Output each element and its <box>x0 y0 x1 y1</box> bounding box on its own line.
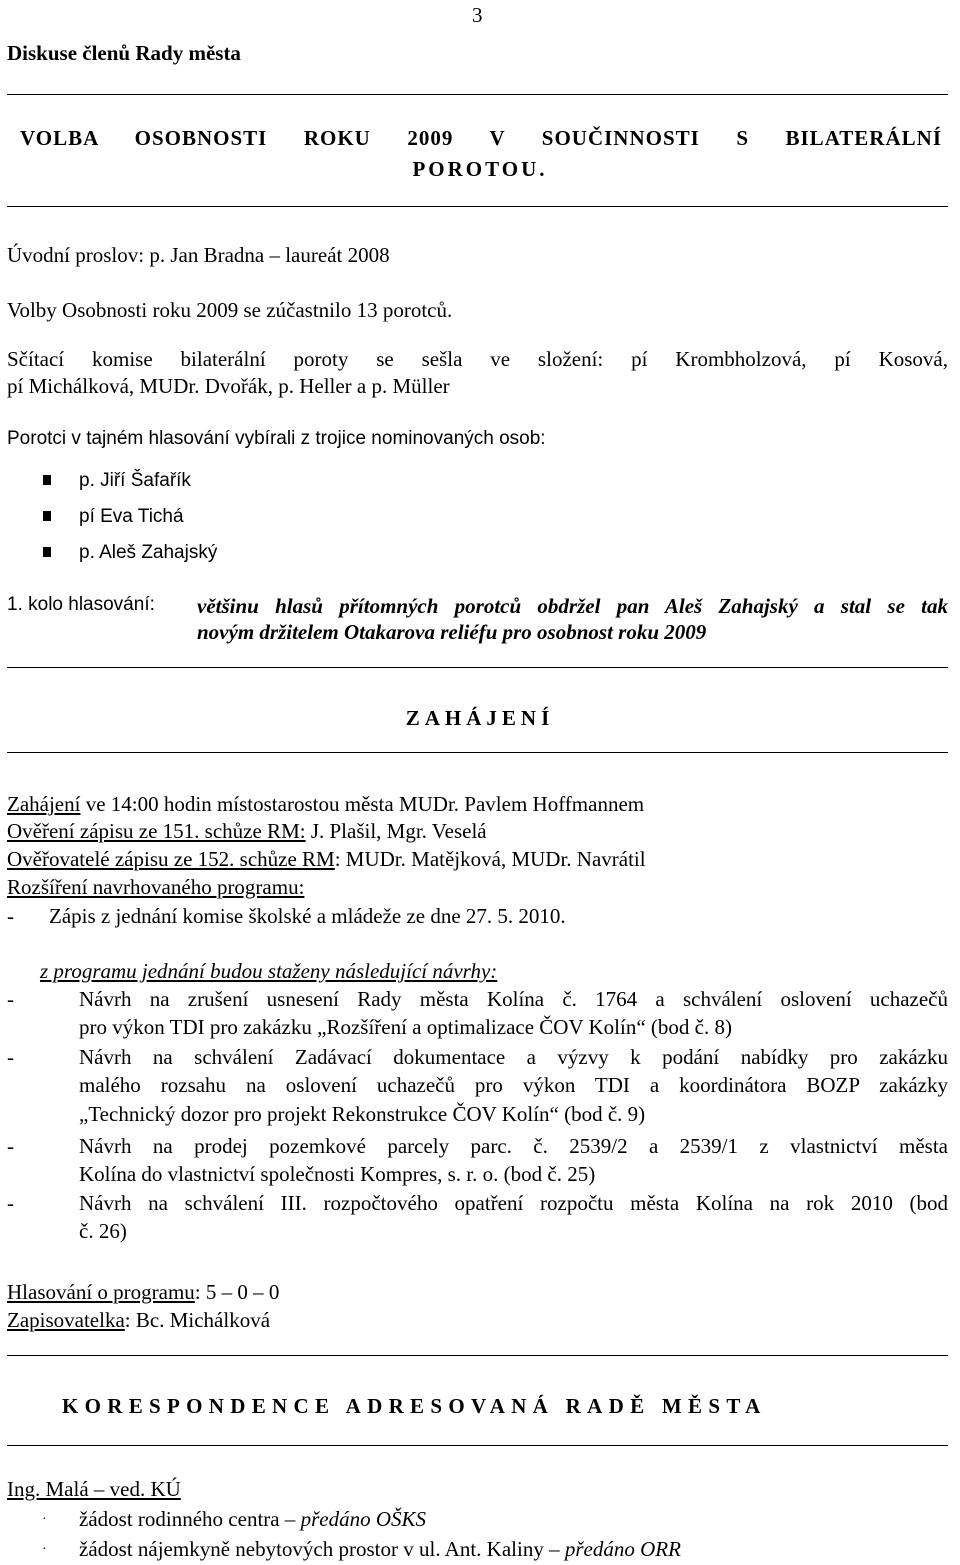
vote-result: : 5 – 0 – 0 <box>194 1280 280 1304</box>
withdrawn-item: Návrh na zrušení usnesení Rady města Kolína č. 1764 a schválení oslovení uchazečů <box>79 987 948 1011</box>
round-result: většinu hlasů přítomných porotců obdržel pan Aleš Zahajský a stal se tak <box>197 594 948 618</box>
sender: Ing. Malá – ved. KÚ <box>7 1477 181 1501</box>
withdrawn-item-cont: č. 26) <box>79 1219 127 1243</box>
correspondence-item <box>79 1536 681 1562</box>
nominees-label: Porotci v tajném hlasování vybírali z trojice nominovaných osob: <box>7 428 546 449</box>
divider <box>7 1445 948 1446</box>
verification-text: J. Plašil, Mgr. Veselá <box>305 819 487 843</box>
volba-heading: VOLBA OSOBNOSTI ROKU 2009 V SOUČINNOSTI S BILATERÁLNÍ <box>20 126 942 150</box>
volba-heading-cont: POROTOU. <box>412 157 548 181</box>
opening-text: ve 14:00 hodin místostarostou města MUDr. Pavlem Hoffmannem <box>80 792 645 816</box>
withdrawn-item-cont: pro výkon TDI pro zakázku „Rozšíření a optimalizace ČOV Kolín“ (bod č. 8) <box>79 1015 732 1039</box>
opening-label: Zahájení <box>7 792 81 816</box>
verifiers-line <box>7 846 646 872</box>
round-result-cont: novým držitelem Otakarova reliéfu pro osobnost roku 2009 <box>197 620 707 644</box>
divider <box>7 1355 948 1356</box>
divider <box>7 752 948 753</box>
verifiers-text: : MUDr. Matějková, MUDr. Navrátil <box>334 847 646 871</box>
recorder <box>7 1307 270 1333</box>
recorder-name: : Bc. Michálková <box>124 1308 271 1332</box>
withdrawn-item: Návrh na schválení III. rozpočtového opatření rozpočtu města Kolína na rok 2010 (bod <box>79 1191 948 1215</box>
commission-text: Sčítací komise bilaterální poroty se sešla ve složení: pí Krombholzová, pí Kosová, <box>7 347 948 371</box>
item-handed-to: předáno ORR <box>564 1537 681 1561</box>
vote-label: Hlasování o programu <box>7 1280 195 1304</box>
withdrawn-item-cont: „Technický dozor pro projekt Rekonstrukce ČOV Kolín“ (bod č. 9) <box>79 1102 646 1126</box>
bullet-icon <box>43 475 51 485</box>
verifiers-label: Ověřovatelé zápisu ze 152. schůze RM <box>7 847 335 871</box>
opening-line <box>7 791 644 817</box>
correspondence-item <box>79 1506 426 1532</box>
divider <box>7 94 948 95</box>
extension-label: Rozšíření navrhovaného programu: <box>7 875 305 899</box>
withdrawn-item-cont: Kolína do vlastnictví společnosti Kompres, s. r. o. (bod č. 25) <box>79 1162 596 1186</box>
nominee-item: p. Aleš Zahajský <box>79 542 218 563</box>
participants-count: Volby Osobnosti roku 2009 se zúčastnilo 13 porotců. <box>7 298 453 322</box>
withdrawn-label: z programu jednání budou staženy následující návrhy: <box>40 959 498 983</box>
divider <box>7 667 948 668</box>
verification-label: Ověření zápisu ze 151. schůze RM: <box>7 819 306 843</box>
withdrawn-item-cont: malého rozsahu na oslovení uchazečů pro výkon TDI a koordinátora BOZP zakázky <box>79 1073 948 1097</box>
commission-text-cont: pí Michálková, MUDr. Dvořák, p. Heller a p. Müller <box>7 374 450 398</box>
item-text: žádost nájemkyně nebytových prostor v ul. Ant. Kaliny – <box>79 1537 565 1561</box>
item-handed-to: předáno OŠKS <box>300 1507 427 1531</box>
nominee-item: pí Eva Tichá <box>79 506 184 527</box>
withdrawn-item: Návrh na prodej pozemkové parcely parc. č. 2539/2 a 2539/1 z vlastnictví města <box>79 1134 948 1158</box>
nominee-item: p. Jiří Šafařík <box>79 470 191 491</box>
item-text: žádost rodinného centra – <box>79 1507 301 1531</box>
intro-speech: Úvodní proslov: p. Jan Bradna – laureát 2008 <box>7 243 390 267</box>
verification-line <box>7 818 487 844</box>
section-title: Diskuse členů Rady města <box>7 41 241 65</box>
program-vote <box>7 1279 279 1305</box>
bullet-icon <box>43 547 51 557</box>
extension-item: Zápis z jednání komise školské a mládeže ze dne 27. 5. 2010. <box>49 904 566 928</box>
withdrawn-item: Návrh na schválení Zadávací dokumentace a výzvy k podání nabídky pro zakázku <box>79 1045 948 1069</box>
zahajeni-heading: ZAHÁJENÍ <box>405 706 555 730</box>
bullet-icon <box>43 511 51 521</box>
divider <box>7 206 948 207</box>
recorder-label: Zapisovatelka <box>7 1308 125 1332</box>
round-label: 1. kolo hlasování: <box>7 594 155 615</box>
page-number: 3 <box>472 3 483 27</box>
korespondence-heading: KORESPONDENCE ADRESOVANÁ RADĚ MĚSTA <box>62 1394 767 1418</box>
